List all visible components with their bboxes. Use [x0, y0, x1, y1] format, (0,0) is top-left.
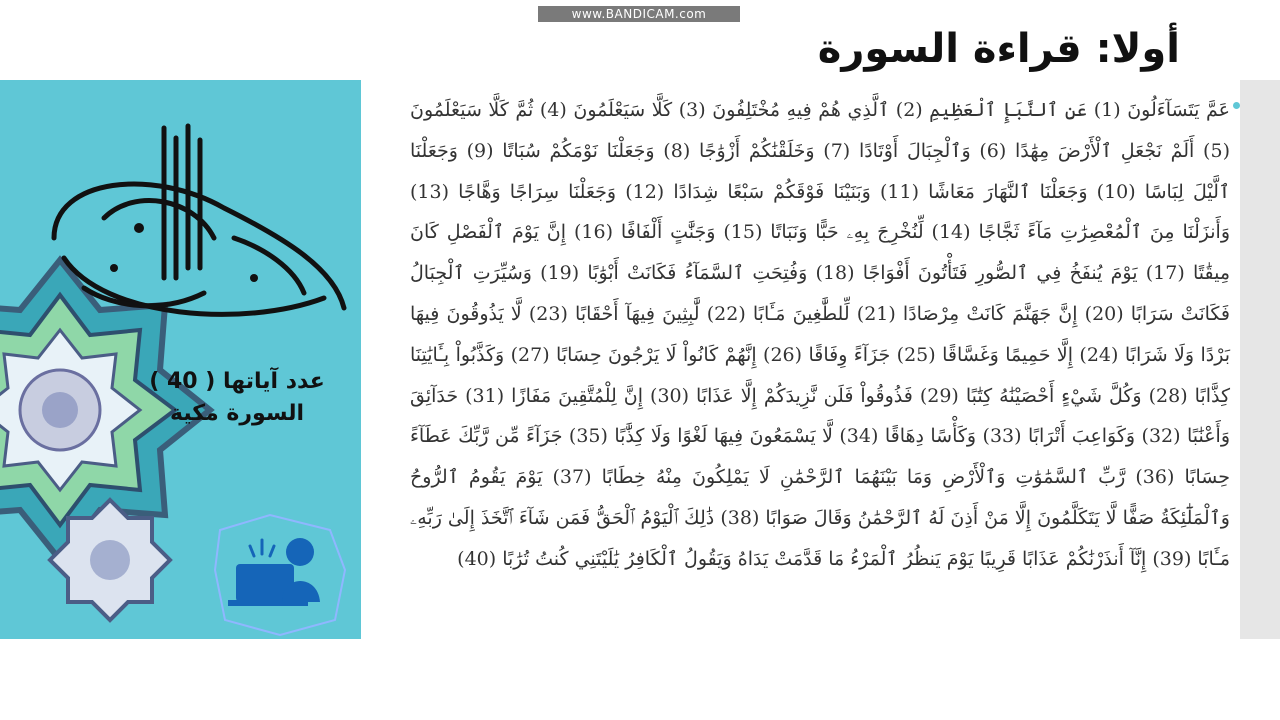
surah-info [124, 366, 350, 430]
bullet-icon [1233, 102, 1240, 109]
recording-watermark: www.BANDICAM.com [538, 6, 740, 22]
slide-title: أولا: قراءة السورة [817, 26, 1180, 72]
illustration-panel [0, 80, 361, 639]
basmala-calligraphy [44, 118, 354, 338]
person-at-laptop-icon [210, 510, 350, 639]
slide-side-bar [1240, 80, 1280, 639]
surah-verses-text: عَمَّ يَتَسَآءَلُونَ (1) عَنِ ٱلنَّبَإِ ٱلْعَظِيمِ (2) ٱلَّذِي هُمْ فِيهِ مُخْتَلِفُونَ (3) كَلَّا سَيَعْلَمُونَ (4) ثُمَّ كَلَّا سَيَعْلَمُونَ (5) أَلَمْ نَجْعَلِ ٱلْأَرْضَ مِهَٰدًا (6) وَٱلْجِبَالَ أَوْتَادًا (7) وَخَلَقْنَٰكُمْ أَزْوَٰجًا (8) وَجَعَلْنَا نَوْمَكُمْ سُبَاتًا (9) وَجَعَلْنَا ٱلَّيْلَ لِبَاسًا (10) وَجَعَلْنَا ٱلنَّهَارَ مَعَاشًا (11) وَبَنَيْنَا فَوْقَكُمْ سَبْعًا شِدَادًا (12) وَجَعَلْنَا سِرَاجًا وَهَّاجًا (13) وَأَنزَلْنَا مِنَ ٱلْمُعْصِرَٰتِ مَآءً ثَجَّاجًا (14) لِّنُخْرِجَ بِهِۦ حَبًّا وَنَبَاتًا (15) وَجَنَّٰتٍ أَلْفَافًا (16) إِنَّ يَوْمَ ٱلْفَصْلِ كَانَ مِيقَٰتًا (17) يَوْمَ يُنفَخُ فِي ٱلصُّورِ فَتَأْتُونَ أَفْوَاجًا (18) وَفُتِحَتِ ٱلسَّمَآءُ فَكَانَتْ أَبْوَٰبًا (19) وَسُيِّرَتِ ٱلْجِبَالُ فَكَانَتْ سَرَابًا (20) إِنَّ جَهَنَّمَ كَانَتْ مِرْصَادًا (21) لِّلطَّٰغِينَ مَـَٔابًا (22) لَّٰبِثِينَ فِيهَآ أَحْقَابًا (23) لَّا يَذُوقُونَ فِيهَا بَرْدًا وَلَا شَرَابًا (24) إِلَّا حَمِيمًا وَغَسَّاقًا (25) جَزَآءً وِفَاقًا (26) إِنَّهُمْ كَانُواْ لَا يَرْجُونَ حِسَابًا (27) وَكَذَّبُواْ بِـَٔايَٰتِنَا كِذَّابًا (28) وَكُلَّ شَيْءٍ أَحْصَيْنَٰهُ كِتَٰبًا (29) فَذُوقُواْ فَلَن نَّزِيدَكُمْ إِلَّا عَذَابًا (30) إِنَّ لِلْمُتَّقِينَ مَفَازًا (31) حَدَآئِقَ وَأَعْنَٰبًا (32) وَكَوَاعِبَ أَتْرَابًا (33) وَكَأْسًا دِهَاقًا (34) لَّا يَسْمَعُونَ فِيهَا لَغْوًا وَلَا كِذَّٰبًا (35) جَزَآءً مِّن رَّبِّكَ عَطَآءً حِسَابًا (36) رَّبِّ ٱلسَّمَٰوَٰتِ وَٱلْأَرْضِ وَمَا بَيْنَهُمَا ٱلرَّحْمَٰنِ لَا يَمْلِكُونَ مِنْهُ خِطَابًا (37) يَوْمَ يَقُومُ ٱلرُّوحُ وَٱلْمَلَٰٓئِكَةُ صَفًّا لَّا يَتَكَلَّمُونَ إِلَّا مَنْ أَذِنَ لَهُ ٱلرَّحْمَٰنُ وَقَالَ صَوَابًا (38) ذَٰلِكَ ٱلْيَوْمُ ٱلْحَقُّ فَمَن شَآءَ ٱتَّخَذَ إِلَىٰ رَبِّهِۦ مَـَٔابًا (39) إِنَّآ أَنذَرْنَٰكُمْ عَذَابًا قَرِيبًا يَوْمَ يَنظُرُ ٱلْمَرْءُ مَا قَدَّمَتْ يَدَاهُ وَيَقُولُ ٱلْكَافِرُ يَٰلَيْتَنِي كُنتُ تُرَٰبًا (40) [410, 99, 1231, 570]
surah-type-label: السورة مكية [169, 401, 305, 426]
ayat-count-label: عدد آياتها ( 40 ) [149, 369, 325, 394]
